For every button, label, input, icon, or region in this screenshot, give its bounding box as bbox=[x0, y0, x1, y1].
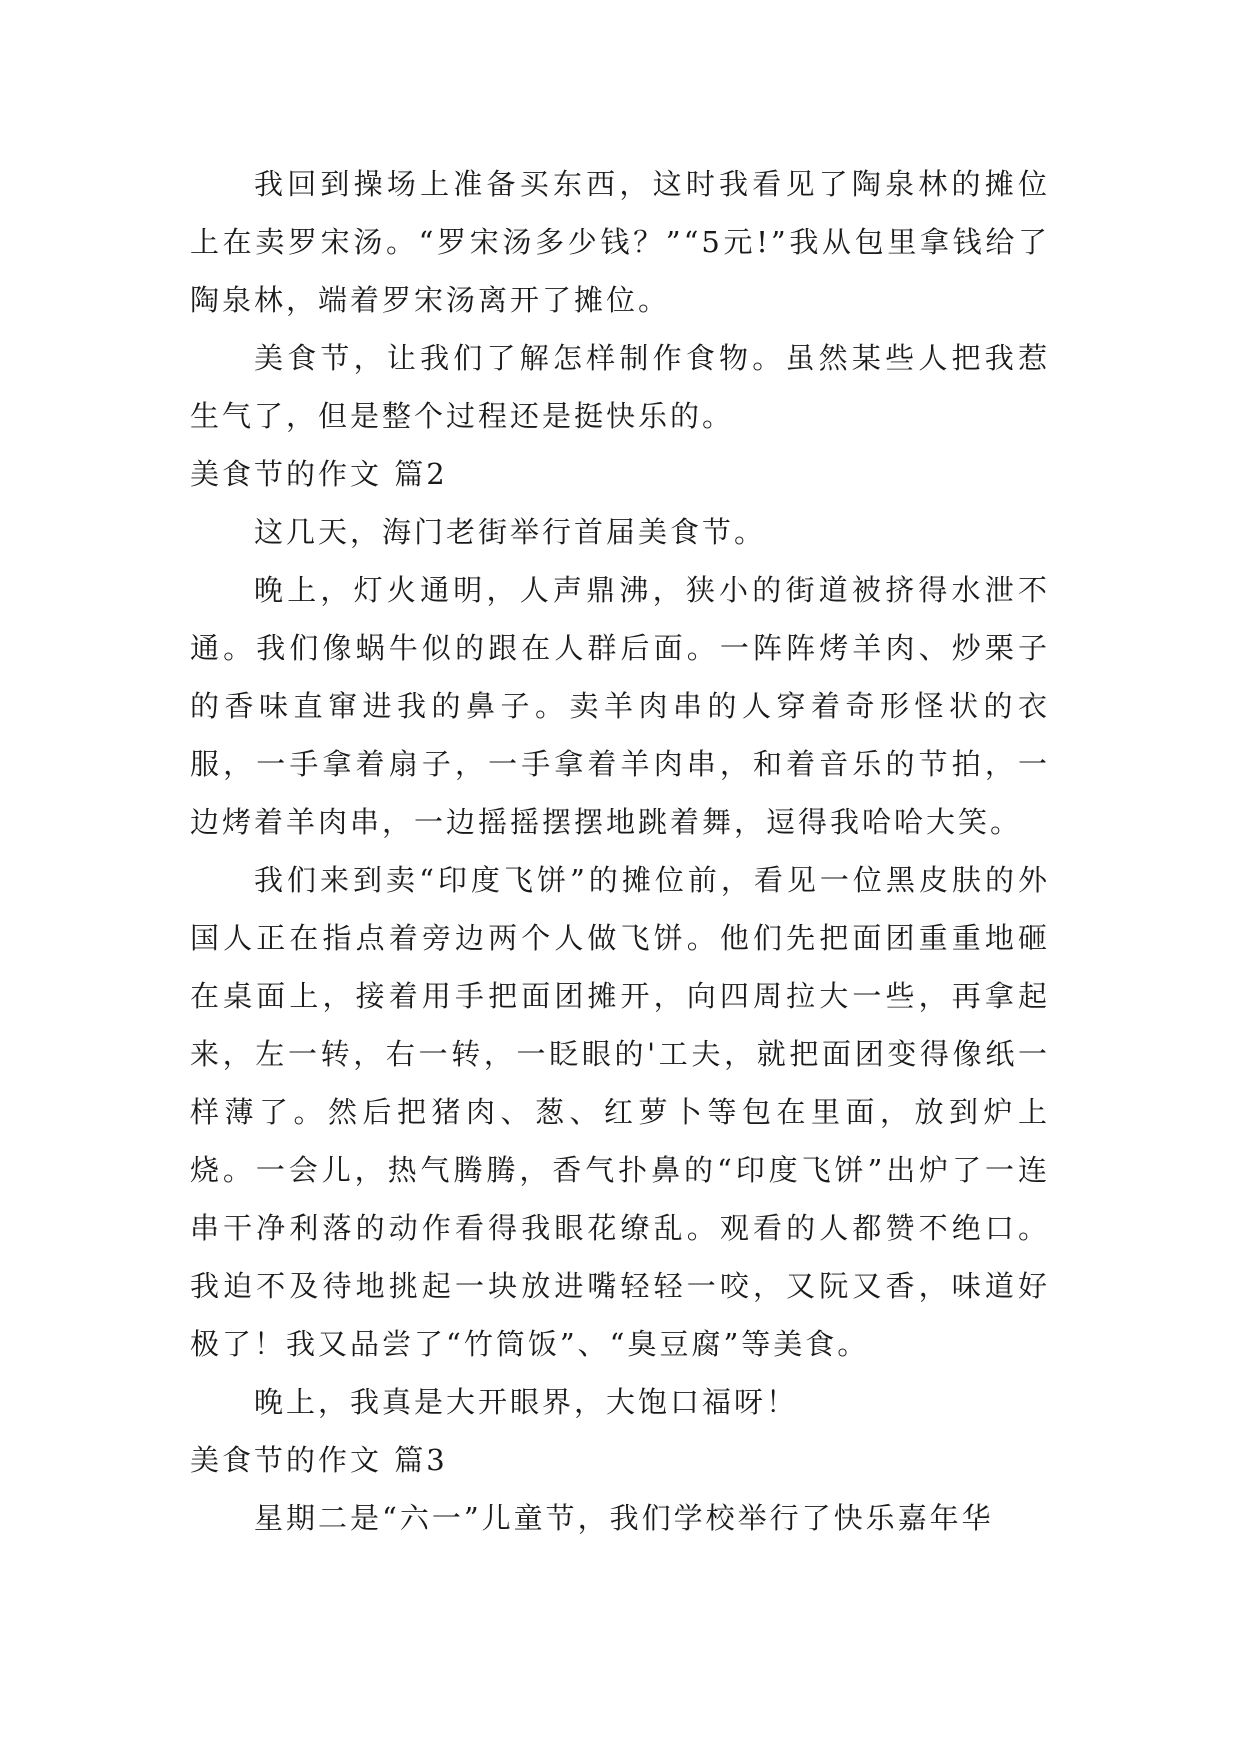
paragraph-intro: 这几天，海门老街举行首届美食节。 bbox=[254, 515, 767, 549]
paragraph-childrens-day: 星期二是“六一”儿童节，我们学校举行了快乐嘉年华 bbox=[254, 1501, 994, 1535]
document-body bbox=[190, 155, 1050, 1547]
paragraph-indian-flatbread: 我们来到卖“印度飞饼”的摊位前，看见一位黑皮肤的外国人正在指点着旁边两个人做飞饼。他们先把面团重重地砸在桌面上，接着用手把面团摊开，向四周拉大一些，再拿起来，左一转，右一转，一眨眼的'工夫，就把面团变得像纸一样薄了。然后把猪肉、葱、红萝卜等包在里面，放到炉上烧。一会儿，热气腾腾，香气扑鼻的“印度飞饼”出炉了一连串干净利落的动作看得我眼花缭乱。观看的人都赞不绝口。我迫不及待地挑起一块放进嘴轻轻一咬，又阮又香，味道好极了！我又品尝了“竹筒饭”、“臭豆腐”等美食。 bbox=[190, 863, 1050, 1361]
section-heading-3: 美食节的作文 篇3 bbox=[190, 1443, 448, 1477]
paragraph-conclusion: 美食节，让我们了解怎样制作食物。虽然某些人把我惹生气了，但是整个过程还是挺快乐的。 bbox=[190, 341, 1050, 433]
paragraph-buying-soup: 我回到操场上准备买东西，这时我看见了陶泉林的摊位上在卖罗宋汤。“罗宋汤多少钱？”“5元!”我从包里拿钱给了陶泉林，端着罗宋汤离开了摊位。 bbox=[190, 167, 1050, 317]
section-heading-2: 美食节的作文 篇2 bbox=[190, 457, 448, 491]
paragraph-night-street: 晚上，灯火通明，人声鼎沸，狭小的街道被挤得水泄不通。我们像蜗牛似的跟在人群后面。一阵阵烤羊肉、炒栗子的香味直窜进我的鼻子。卖羊肉串的人穿着奇形怪状的衣服，一手拿着扇子，一手拿着羊肉串，和着音乐的节拍，一边烤着羊肉串，一边摇摇摆摆地跳着舞，逗得我哈哈大笑。 bbox=[190, 573, 1050, 839]
paragraph-closing: 晚上，我真是大开眼界，大饱口福呀！ bbox=[254, 1385, 799, 1419]
